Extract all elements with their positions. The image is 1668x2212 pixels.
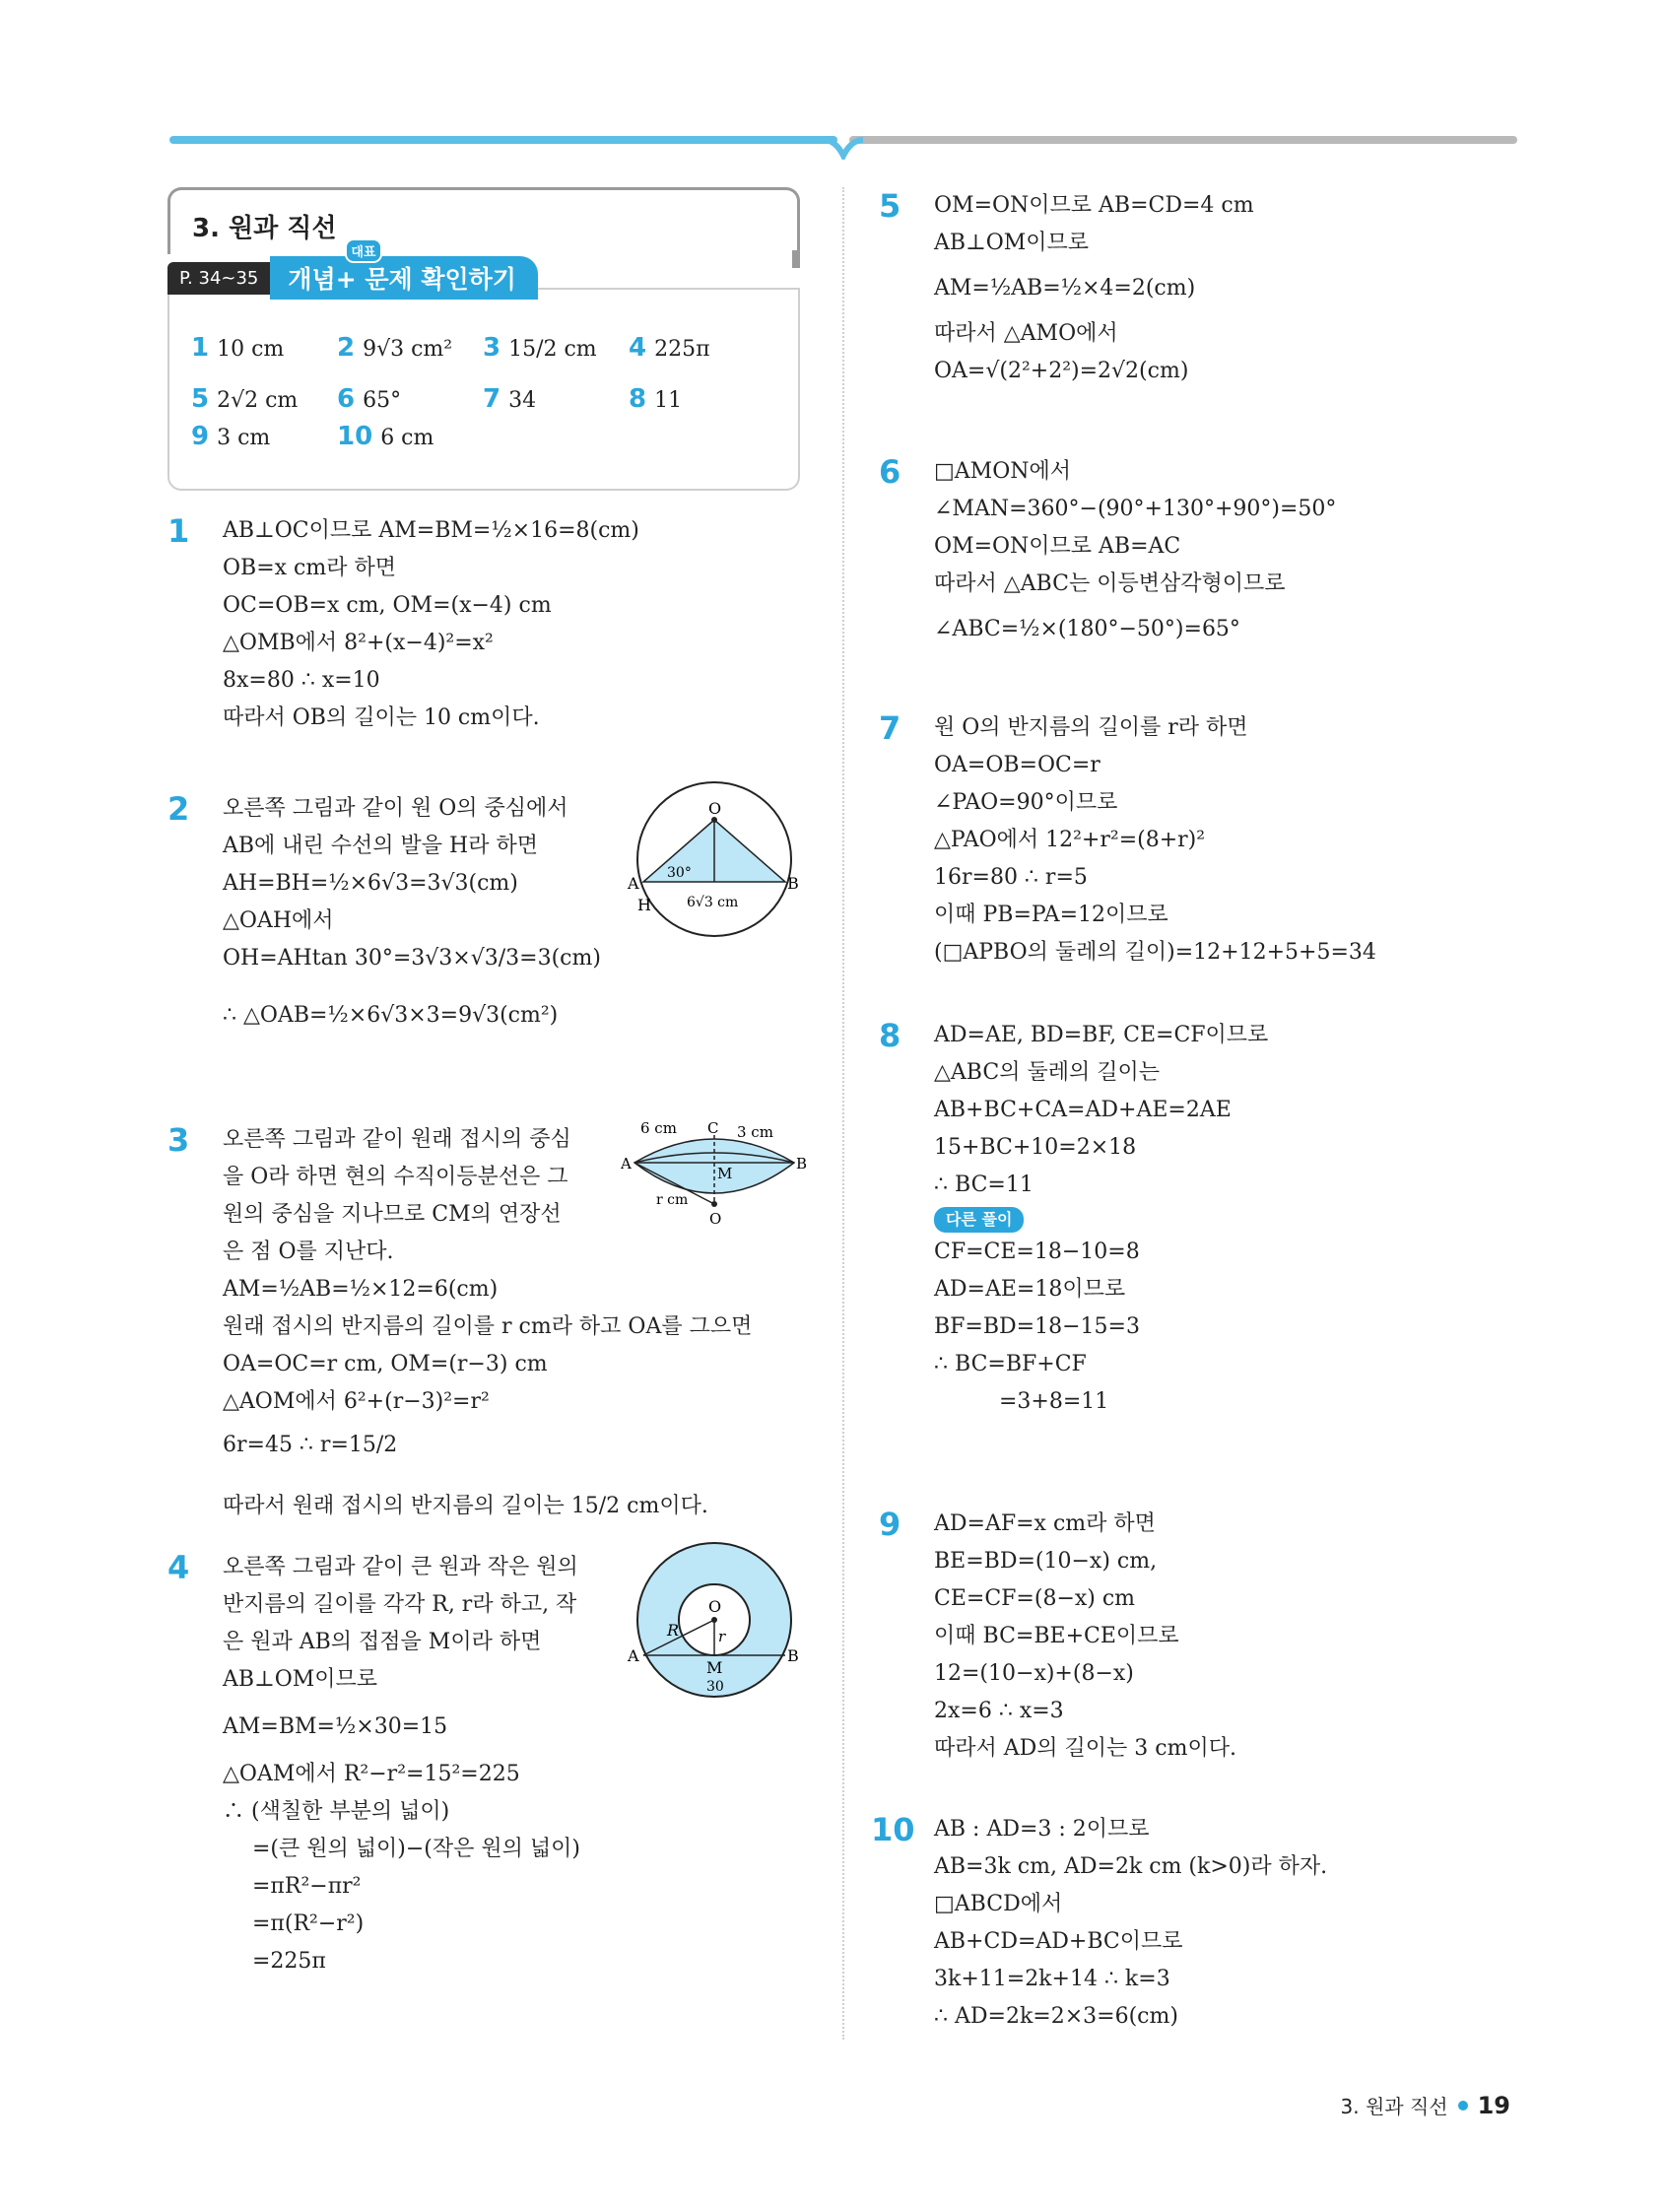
page-number: 19 xyxy=(1477,2091,1510,2119)
header-bar-left xyxy=(169,136,837,144)
left-column: 3. 원과 직선 P. 34~35 개념+ 문제 확인하기 대표 1 10 cm 2 9√3 cm² 3 15/2 cm 4 225π 5 2√2 cm 6 65° 7 34 8 11 9 3 cm 10 6 cm 1 AB⊥OC이므로 AM=BM=½×16=8(cm) OB=x cm라 하면 OC=OB=x cm, OM=(x−4) cm △OMB에서 8²+(x−4)²=x² 8x=80 ∴ x=10 따라서 OB의 길이는 10 cm이다. 2 오른쪽 그림과 같이 원 O의 중심에서 AB에 내린 수선의 발을 H라 하면 AH=BH=½×6√3=3√3(cm) △OAH에서 OH=AHtan 30°=3√3×√3/3=3(cm) ∴ △OAB=½×6√3×3=9√3(cm²) O A B H 30° 6√3 cm 3 오른쪽 그림과 같이 원래 접시의 중심 을 O라 하면 현의 수직이등분선은 그 원의 중심을 지나므로 CM의 연장선 은 점 O를 지난다. AM=½AB=½×12=6(cm) 원래 접시의 반지름의 길이를 r cm라 하고 OA를 그으면 OA=OC=r cm, OM=(r−3) cm △AOM에서 6²+(r−3)²=r² 6r=45 ∴ r=15/2 따라서 원래 접시의 반지름의 길이는 15/2 cm이다. 6 cm C 3 cm A B M r cm O 4 오른쪽 그림과 같이 큰 원과 작은 원의 반지름의 길이를 각각 R, r라 하고, 작 은 원과 AB의 접점을 M이라 하면 AB⊥OM이므로 AM=BM=½×30=15 △OAM에서 R²−r²=15²=225 ∴ (색칠한 부분의 넓이) =(큰 원의 넓이)−(작은 원의 넓이) =πR²−πr² =π(R²−r²) =225π O R r A M B 30 xyxy=(167,187,808,491)
fig-label-B: B xyxy=(787,1646,799,1665)
header-bar-right xyxy=(849,136,1517,144)
problem-number: 1 xyxy=(167,512,190,550)
problem-number: 2 xyxy=(167,790,190,828)
answer-item: 5 2√2 cm xyxy=(191,384,299,414)
answers-box xyxy=(167,245,800,491)
fig-label-O: O xyxy=(708,1597,722,1616)
fig-label-R: R xyxy=(667,1621,680,1640)
circle-figure-2 xyxy=(626,780,803,948)
problem-number: 9 xyxy=(879,1506,901,1543)
fig-label-M: M xyxy=(717,1165,733,1182)
problem-number: 5 xyxy=(879,187,901,225)
answer-item: 7 34 xyxy=(483,384,537,414)
column-divider xyxy=(842,187,844,2040)
fig-label-30: 30 xyxy=(706,1679,724,1695)
header-notch xyxy=(824,136,863,160)
answer-item: 4 225π xyxy=(629,333,710,363)
fig-label-rcm: r cm xyxy=(656,1192,689,1208)
fig-label-B: B xyxy=(787,874,799,893)
fig-label-6cm: 6 cm xyxy=(640,1119,677,1137)
problem-number: 10 xyxy=(871,1811,915,1848)
section-header xyxy=(167,187,800,254)
fig-label-M: M xyxy=(706,1658,723,1677)
page-footer xyxy=(1341,2091,1510,2119)
fig-label-angle: 30° xyxy=(667,865,692,881)
fig-label-3cm: 3 cm xyxy=(737,1123,773,1141)
problem-number: 8 xyxy=(879,1017,901,1054)
answer-item: 10 6 cm xyxy=(337,422,434,451)
plate-figure-3 xyxy=(621,1115,808,1243)
problem-number: 7 xyxy=(879,709,901,747)
problem-number: 4 xyxy=(167,1549,190,1586)
fig-label-O: O xyxy=(708,799,722,818)
answers-tab xyxy=(167,245,538,298)
answer-item: 9 3 cm xyxy=(191,422,271,451)
fig-label-B: B xyxy=(796,1155,808,1173)
annulus-figure-4 xyxy=(626,1541,803,1709)
fig-label-A: A xyxy=(621,1155,632,1173)
answer-item: 6 65° xyxy=(337,384,402,414)
footer-dot xyxy=(1458,2101,1468,2111)
fig-label-length: 6√3 cm xyxy=(687,895,739,910)
answer-item: 8 11 xyxy=(629,384,683,414)
fig-label-A: A xyxy=(628,1646,639,1665)
footer-chapter: 3. 원과 직선 xyxy=(1340,2095,1448,2118)
page-range: P. 34~35 xyxy=(167,262,270,295)
problem-number: 3 xyxy=(167,1121,190,1159)
badge: 대표 xyxy=(345,238,381,263)
section-title: 3. 원과 직선 xyxy=(192,214,337,243)
answers-label: 개념+ 문제 확인하기 대표 xyxy=(270,256,538,300)
fig-label-H: H xyxy=(637,896,651,914)
fig-label-A: A xyxy=(628,874,639,893)
answer-item: 1 10 cm xyxy=(191,333,285,363)
fig-label-r: r xyxy=(718,1628,726,1645)
fig-label-O: O xyxy=(709,1210,722,1228)
alt-solution-tag: 다른 풀이 xyxy=(934,1207,1024,1233)
problem-number: 6 xyxy=(879,453,901,491)
answer-item: 2 9√3 cm² xyxy=(337,333,453,363)
answer-item: 3 15/2 cm xyxy=(483,333,597,363)
fig-label-C: C xyxy=(707,1119,719,1137)
